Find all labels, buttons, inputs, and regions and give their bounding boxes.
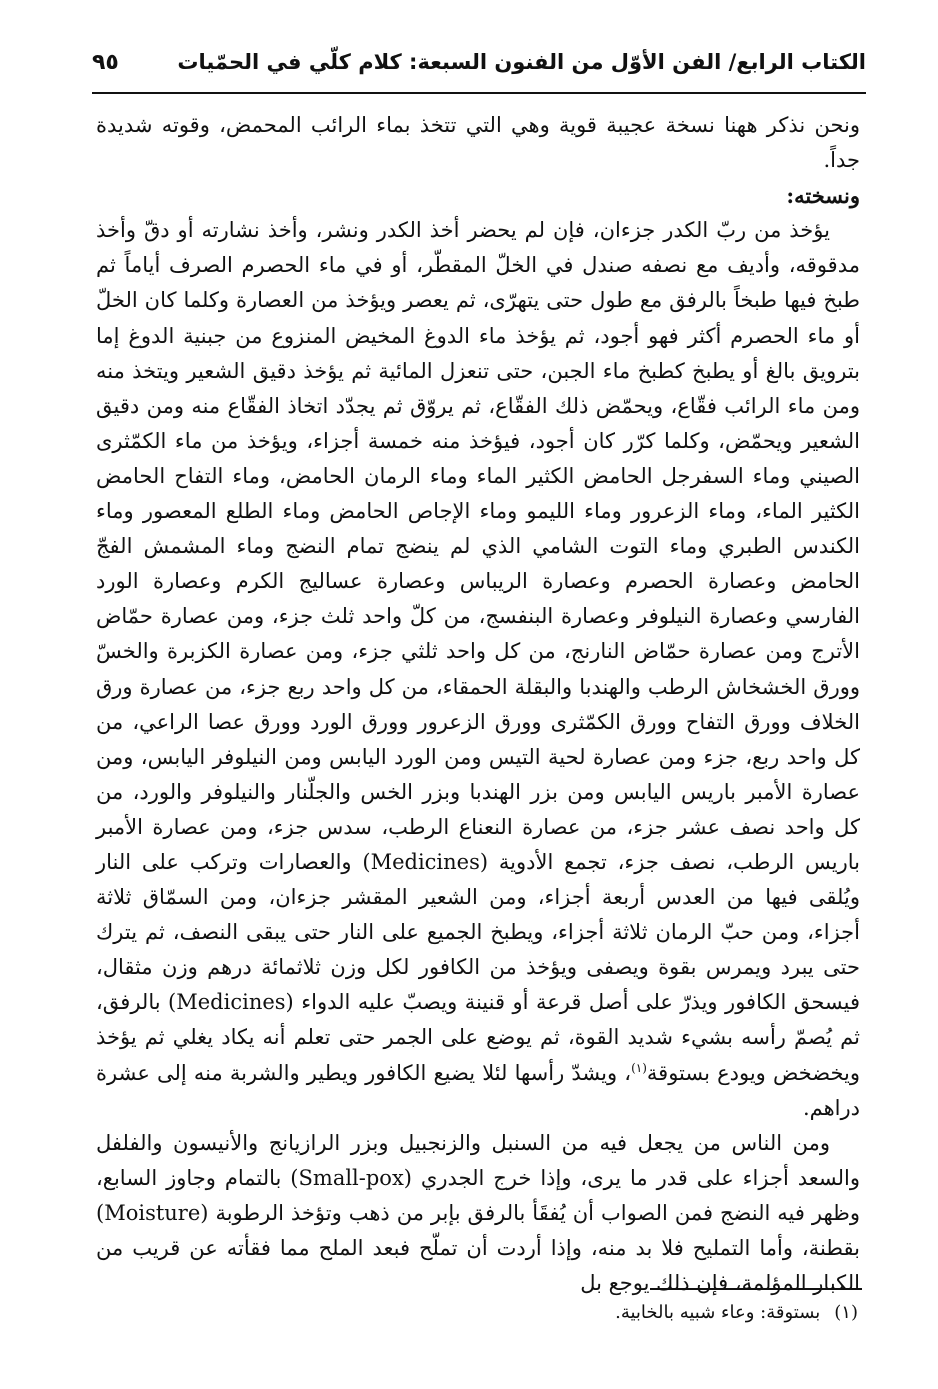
footnote-mark: (١): [834, 1302, 858, 1323]
footnote-text: بستوقة: وعاء شبيه بالخابية.: [615, 1302, 821, 1323]
footnote-divider: [650, 1288, 862, 1290]
header-divider: [92, 92, 866, 94]
running-header: [92, 44, 866, 92]
recipe-text-continued: ، ويشدّ رأسها لئلا يضيع الكافور ويطير والشربة منه إلى عشرة دراهم.: [96, 1060, 860, 1120]
footnote: [615, 1302, 858, 1323]
intro-paragraph: ونحن نذكر ههنا نسخة عجيبة قوية وهي التي تتخذ بماء الرائب المحمض، وقوته شديدة جداً.: [96, 113, 860, 173]
main-text: [96, 108, 860, 1301]
second-paragraph: ومن الناس من يجعل فيه من السنبل والزنجبيل وبزر الرازيانج والأنيسون والفلفل والسعد أجزاء على قدر ما يرى، وإذا خرج الجدري (Small-pox) بالتمام وجاوز السابع، وظهر فيه النضج فمن الصواب أن يُفقَأ بالرفق بإبر من ذهب وتؤخذ الرطوبة (Moisture) بقطنة، وأما التمليح فلا بد منه، وإذا أردت أن تملّح فبعد الملح مما فقأته عن قريب من الكبار المؤلمة، فإن ذلك يوجع بل: [96, 1130, 860, 1296]
header-title: الكتاب الرابع/ الفن الأوّل من الفنون السبعة: كلام كلّي في الحمّيات: [177, 50, 866, 74]
page-number: ٩٥: [92, 50, 119, 75]
recipe-paragraph: [96, 213, 860, 1125]
recipe-text: يؤخذ من ربّ الكدر جزءان، فإن لم يحضر أخذ الكدر ونشر، وأخذ نشارته أو دقّ وأخذ مدقوقه، وأديف مع نصفه صندل في الخلّ المقطّر، أو في ماء الحصرم الصرف أياماً ثم طبخ فيها طبخاً بالرفق مع طول حتى يتهرّى، ثم يعصر ويؤخذ من العصارة وكلما كان الخلّ أو ماء الحصرم أكثر فهو أجود، ثم يؤخذ ماء الدوغ المخيض المنزوع من جبنية الدوغ إما بترويق بالغ أو يطبخ كطبخ ماء الجبن، حتى تنعزل المائية ثم يؤخذ دقيق الشعير ويتخذ منه ومن ماء الرائب فقّاع، ويحمّض ذلك الفقّاع، ثم يروّق ثم يجدّد اتخاذ الفقّاع منه ومن دقيق الشعير ويحمّض، وكلما كرّر كان أجود، فيؤخذ منه خمسة أجزاء، ويؤخذ من ماء الكمّثرى الصيني وماء السفرجل الحامض الكثير الماء وماء الرمان الحامض، وماء التفاح الحامض الكثير الماء، وماء الزعرور وماء الليمو وماء الإجاص الحامض وماء الطلع المعصور وماء الكندس الطبري وماء التوت الشامي الذي لم ينضج تمام النضج وماء المشمش الفجّ الحامض وعصارة الحصرم وعصارة الريباس وعصارة عساليج الكرم وعصارة الورد الفارسي وعصارة النيلوفر وعصارة البنفسج، من كلّ واحد ثلث جزء، ومن عصارة حمّاض الأترج ومن عصارة حمّاض النارنج، من كل واحد ثلثي جزء، ومن عصارة الكزبرة والخسّ وورق الخشخاش الرطب والهندبا والبقلة الحمقاء، من كل واحد ربع جزء، من عصارة ورق الخلاف وورق التفاح وورق الكمّثرى وورق الزعرور وورق الورد وورق عصا الراعي، من كل واحد ربع، جزء ومن عصارة لحية التيس ومن الورد اليابس ومن النيلوفر اليابس، ومن عصارة الأمبر باريس اليابس ومن بزر الهندبا وبزر الخس والجلّنار والنيلوفر والورد، من كل واحد نصف عشر جزء، من عصارة النعناع الرطب، سدس جزء، ومن عصارة الأمبر باريس الرطب، نصف جزء، تجمع الأدوية (Medicines) والعصارات وتركب على النار ويُلقى فيها من العدس أربعة أجزاء، ومن الشعير المقشر جزءان، ومن السمّاق ثلاثة أجزاء، ومن حبّ الرمان ثلاثة أجزاء، ويطبخ الجميع على النار حتى يبقى النصف، ثم يترك حتى يبرد ويمرس بقوة ويصفى ويؤخذ من الكافور لكل وزن ثلاثمائة درهم وزن مثقال، فيسحق الكافور ويذرّ على أصل قرعة أو قنينة ويصبّ عليه الدواء (Medicines) بالرفق، ثم يُصمّ رأسه بشيء شديد القوة، ثم يوضع على الجمر حتى تعلم أنه يكاد يغلي ثم يؤخذ ويخضخض ويودع بستوقة: [96, 218, 860, 1085]
footnote-reference[interactable]: (١): [631, 1060, 647, 1075]
recipe-subheading: ونسخته:: [786, 183, 860, 209]
